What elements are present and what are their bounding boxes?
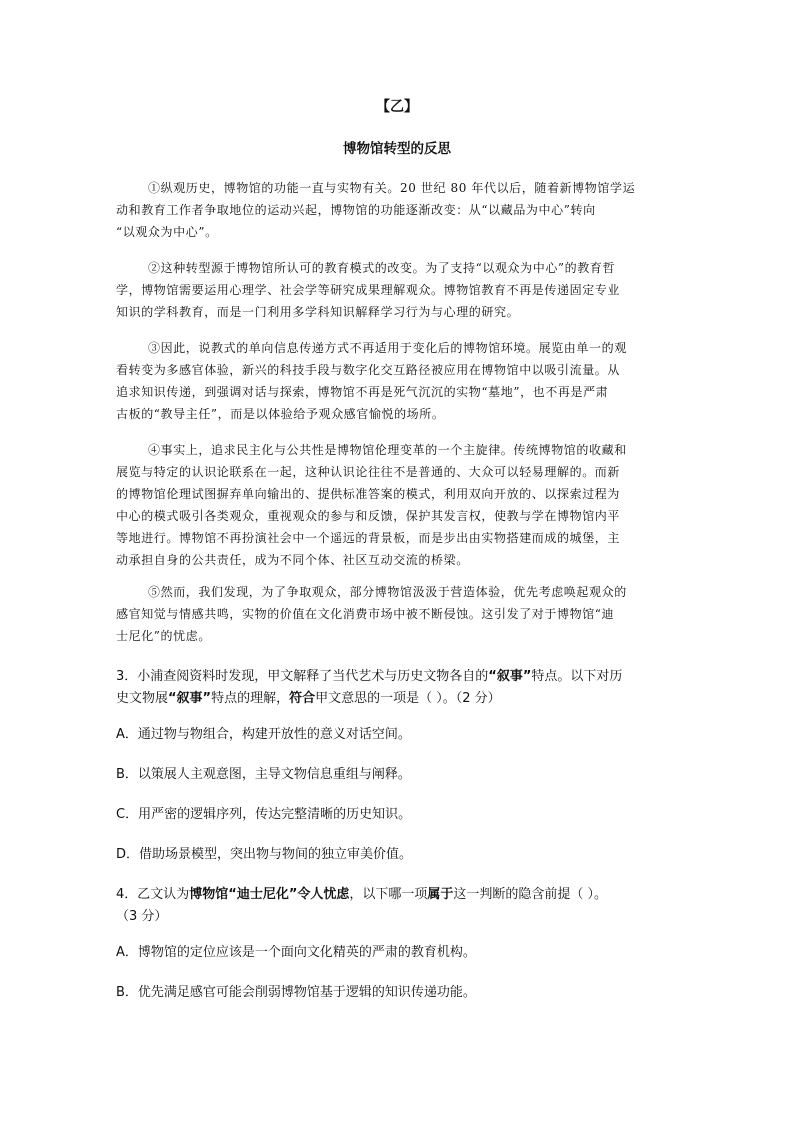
paragraph-line: 感官知觉与情感共鸣，实物的价值在文化消费市场中被不断侵蚀。这引发了对于博物馆“迪 xyxy=(116,607,615,621)
paragraph-line: 士尼化”的忧虑。 xyxy=(116,629,211,643)
emphasis-narrative: “叙事” xyxy=(168,691,212,706)
paragraph-line: 动承担自身的公共责任，成为不同个体、社区互动交流的桥梁。 xyxy=(116,553,469,567)
paragraph-2 xyxy=(116,257,678,323)
question-3-line-1: 3．小浦查阅资料时发现，甲文解释了当代艺术与历史文物各自的“叙事”特点。以下对历 xyxy=(116,669,623,684)
paragraph-1 xyxy=(116,177,678,243)
paragraph-line: 等地进行。博物馆不再扮演社会中一个遥远的背景板，而是步出由实物搭建而成的城堡，主 xyxy=(116,531,621,545)
paragraph-5 xyxy=(116,581,678,647)
paragraph-line: ①纵观历史，博物馆的功能一直与实物有关。20 世纪 80 年代以后，随着新博物馆学运 xyxy=(148,181,636,195)
option-d[interactable]: D．借助场景模型，突出物与物间的独立审美价值。 xyxy=(116,847,413,862)
emphasis-disneyfication: 博物馆“迪士尼化”令人忧虑 xyxy=(189,887,350,902)
paragraph-line: 知识的学科教育，而是一门利用多学科知识解释学习行为与心理的研究。 xyxy=(116,305,520,319)
option-c[interactable]: C．用严密的逻辑序列，传达完整清晰的历史知识。 xyxy=(116,807,412,822)
paragraph-line: 学，博物馆需要运用心理学、社会学等研究成果理解观众。博物馆教育不再是传递固定专业 xyxy=(116,283,621,297)
emphasis-belongs: 属于 xyxy=(427,887,454,902)
paragraph-line: 古板的“教导主任”，而是以体验给予观众感官愉悦的场所。 xyxy=(116,407,445,421)
option-b[interactable]: B．优先满足感官可能会削弱博物馆基于逻辑的知识传递功能。 xyxy=(116,985,476,1000)
paragraph-line: 展览与特定的认识论联系在一起，这种认识论往往不是普通的、大众可以轻易理解的。而新 xyxy=(116,465,621,479)
paragraph-4 xyxy=(116,439,678,571)
question-3-line-2: 史文物展“叙事”特点的理解，符合甲文意思的一项是（ ）。（2 分） xyxy=(116,691,501,706)
option-a[interactable]: A．博物馆的定位应该是一个面向文化精英的严肃的教育机构。 xyxy=(116,945,476,960)
paragraph-line: ⑤然而，我们发现，为了争取观众，部分博物馆汲汲于营造体验，优先考虑唤起观众的 xyxy=(148,585,627,599)
paragraph-line: 动和教育工作者争取地位的运动兴起，博物馆的功能逐渐改变：从“以藏品为中心”转向 xyxy=(116,203,596,217)
paragraph-line: 追求知识传递，到强调对话与探索，博物馆不再是死气沉沉的实物“墓地”，也不再是严肃 xyxy=(116,385,609,399)
article-title: 博物馆转型的反思 xyxy=(343,141,451,157)
question-3 xyxy=(116,666,686,710)
paragraph-line: 的博物馆伦理试图摒弃单向输出的、提供标准答案的模式，利用双向开放的、以探索过程为 xyxy=(116,487,621,501)
option-a[interactable]: A．通过物与物组合，构建开放性的意义对话空间。 xyxy=(116,727,411,742)
paragraph-line: 看转变为多感官体验，新兴的科技手段与数字化交互路径被应用在博物馆中以吸引流量。从 xyxy=(116,363,621,377)
question-4-line-2: （3 分） xyxy=(116,909,168,924)
emphasis-narrative: “叙事” xyxy=(488,669,532,684)
paragraph-line: “以观众为中心”。 xyxy=(116,225,218,239)
option-b[interactable]: B．以策展人主观意图，主导文物信息重组与阐释。 xyxy=(116,767,411,782)
paragraph-line: 中心的模式吸引各类观众，重视观众的参与和反馈，保护其发言权，使教与学在博物馆内平 xyxy=(116,509,621,523)
question-4-line-1: 4．乙文认为博物馆“迪士尼化”令人忧虑，以下哪一项属于这一判断的隐含前提（ ）。 xyxy=(116,887,608,902)
paragraph-3 xyxy=(116,337,678,425)
emphasis-conform: 符合 xyxy=(289,691,316,706)
paragraph-line: ④事实上，追求民主化与公共性是博物馆伦理变革的一个主旋律。传统博物馆的收藏和 xyxy=(148,443,627,457)
section-mark: 【乙】 xyxy=(376,99,418,115)
paragraph-line: ③因此，说教式的单向信息传递方式不再适用于变化后的博物馆环境。展览由单一的观 xyxy=(148,341,627,355)
paragraph-line: ②这种转型源于博物馆所认可的教育模式的改变。为了支持“以观众为中心”的教育哲 xyxy=(148,261,616,275)
question-4 xyxy=(116,884,686,928)
